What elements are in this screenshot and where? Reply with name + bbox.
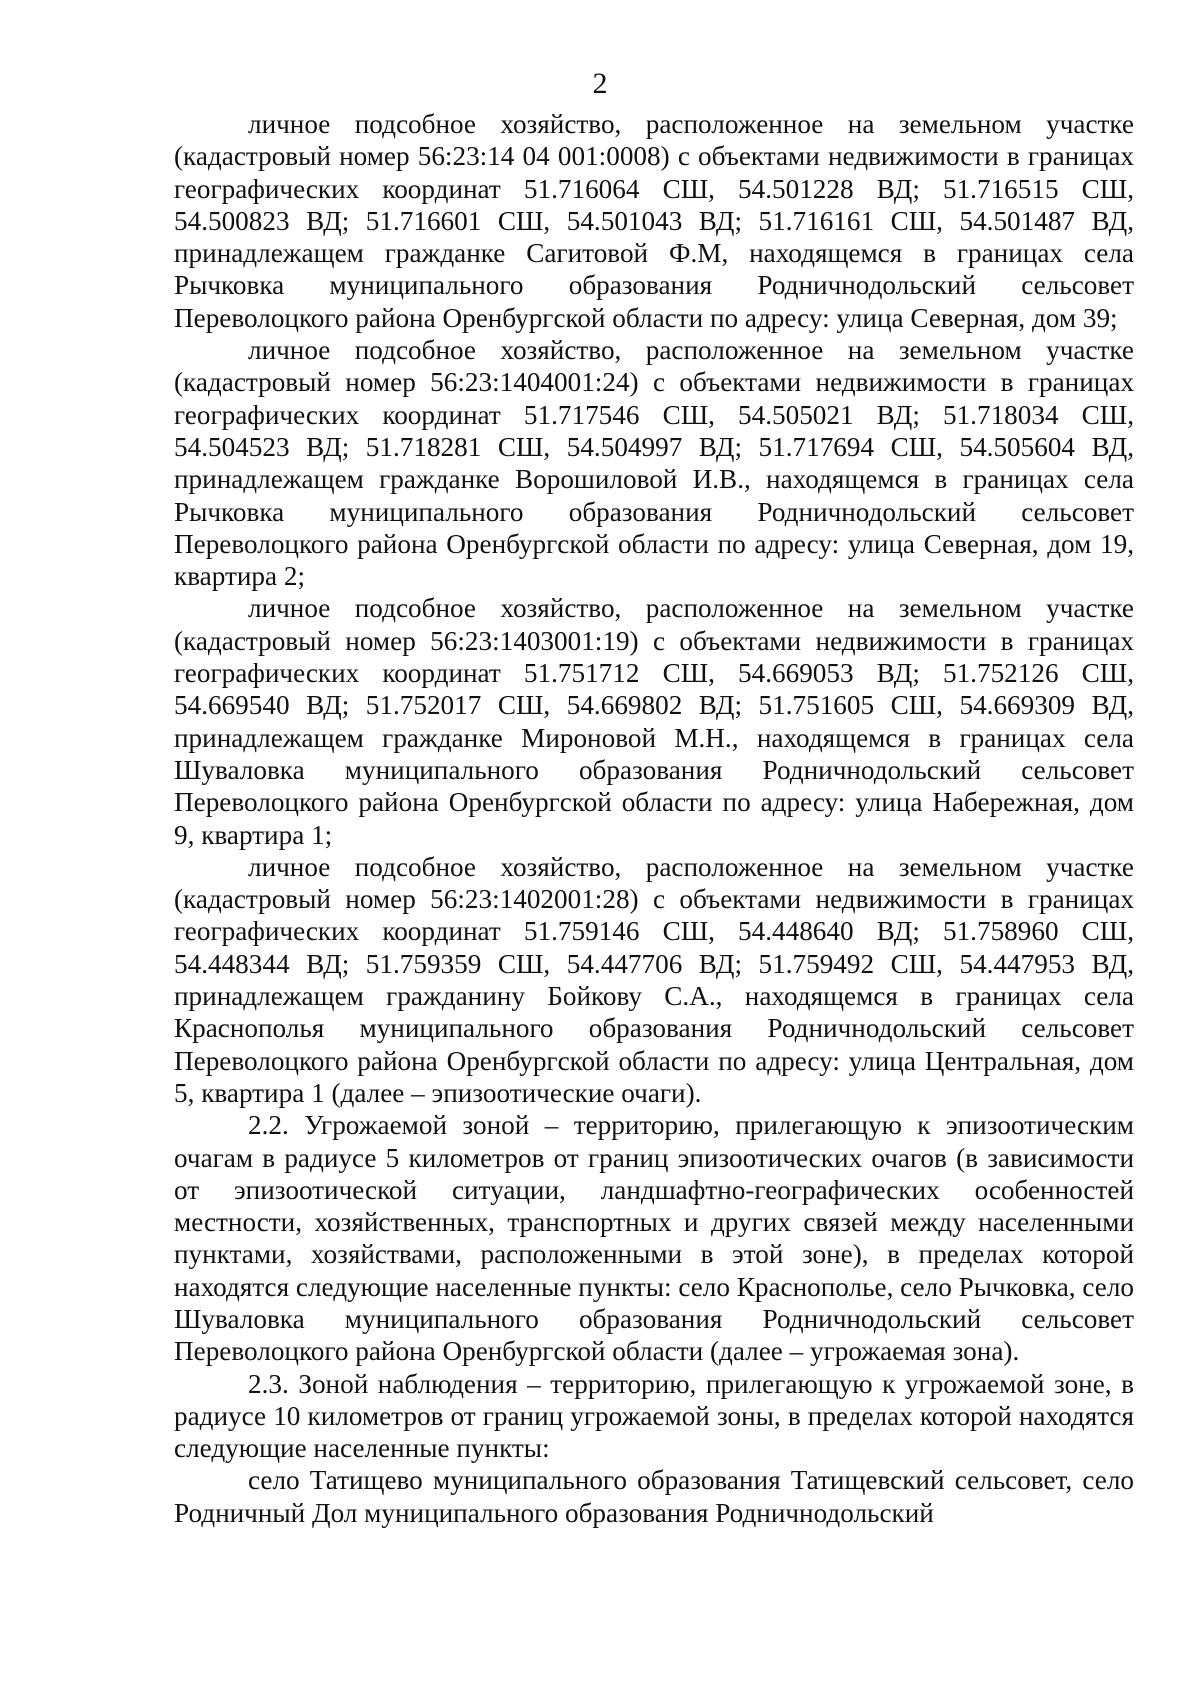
document-body xyxy=(174,108,1134,1529)
paragraph-plot-voroshilova: личное подсобное хозяйство, расположенное на земельном участке (кадастровый номер 56:23:1404001:24) с объектами недвижимости в границах географических координат 51.717546 СШ, 54.505021 ВД; 51.718034 СШ, 54.504523 ВД; 51.718281 СШ, 54.504997 ВД; 51.717694 СШ, 54.505604 ВД, принадлежащем гражданке Ворошиловой И.В., находящемся в границах села Рычковка муниципального образования Родничнодольский сельсовет Переволоцкого района Оренбургской области по адресу: улица Северная, дом 19, квартира 2; xyxy=(174,335,1134,592)
paragraph-threatened-zone: 2.2. Угрожаемой зоной – территорию, прилегающую к эпизоотическим очагам в радиусе 5 километров от границ эпизоотических очагов (в зависимости от эпизоотической ситуации, ландшафтно-географических особенностей местности, хозяйственных, транспортных и других связей между населенными пунктами, хозяйствами, расположенными в этой зоне), в пределах которой находятся следующие населенные пункты: село Краснополье, село Рычковка, село Шуваловка муниципального образования Родничнодольский сельсовет Переволоцкого района Оренбургской области (далее – угрожаемая зона). xyxy=(174,1110,1134,1367)
paragraph-observation-zone: 2.3. Зоной наблюдения – территорию, прилегающую к угрожаемой зоне, в радиусе 10 километров от границ угрожаемой зоны, в пределах которой находятся следующие населенные пункты: xyxy=(174,1368,1134,1464)
paragraph-plot-sagitova: личное подсобное хозяйство, расположенное на земельном участке (кадастровый номер 56:23:14 04 001:0008) с объектами недвижимости в границах географических координат 51.716064 СШ, 54.501228 ВД; 51.716515 СШ, 54.500823 ВД; 51.716601 СШ, 54.501043 ВД; 51.716161 СШ, 54.501487 ВД, принадлежащем гражданке Сагитовой Ф.М, находящемся в границах села Рычковка муниципального образования Родничнодольский сельсовет Переволоцкого района Оренбургской области по адресу: улица Северная, дом 39; xyxy=(174,109,1134,333)
paragraph-observation-settlements: село Татищево муниципального образования Татищевский сельсовет, село Родничный Дол муниципального образования Родничнодольский xyxy=(174,1465,1134,1528)
paragraph-plot-mironova: личное подсобное хозяйство, расположенное на земельном участке (кадастровый номер 56:23:1403001:19) с объектами недвижимости в границах географических координат 51.751712 СШ, 54.669053 ВД; 51.752126 СШ, 54.669540 ВД; 51.752017 СШ, 54.669802 ВД; 51.751605 СШ, 54.669309 ВД, принадлежащем гражданке Мироновой М.Н., находящемся в границах села Шуваловка муниципального образования Родничнодольский сельсовет Переволоцкого района Оренбургской области по адресу: улица Набережная, дом 9, квартира 1; xyxy=(174,593,1134,850)
paragraph-plot-boykov: личное подсобное хозяйство, расположенное на земельном участке (кадастровый номер 56:23:1402001:28) с объектами недвижимости в границах географических координат 51.759146 СШ, 54.448640 ВД; 51.758960 СШ, 54.448344 ВД; 51.759359 СШ, 54.447706 ВД; 51.759492 СШ, 54.447953 ВД, принадлежащем гражданину Бойкову С.А., находящемся в границах села Краснополья муниципального образования Родничнодольский сельсовет Переволоцкого района Оренбургской области по адресу: улица Центральная, дом 5, квартира 1 (далее – эпизоотические очаги). xyxy=(174,851,1134,1108)
page-number: 2 xyxy=(592,67,608,100)
